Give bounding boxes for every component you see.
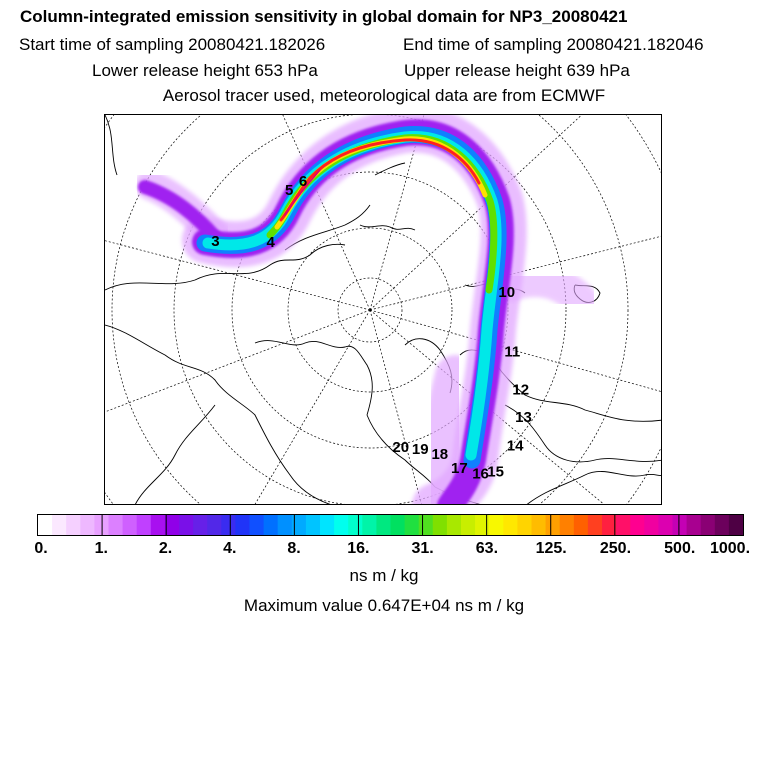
colorbar-segment xyxy=(151,515,166,535)
colorbar-segment xyxy=(517,515,532,535)
colorbar-tick-label: 2. xyxy=(158,540,173,557)
colorbar-segment xyxy=(532,515,547,535)
trajectory-label: 11 xyxy=(504,343,521,361)
colorbar-segment xyxy=(109,515,124,535)
colorbar-segment xyxy=(207,515,222,535)
colorbar-segment xyxy=(235,515,250,535)
colorbar-segment xyxy=(264,515,279,535)
colorbar-tick-label: 63. xyxy=(475,540,499,557)
colorbar-tick-label: 125. xyxy=(535,540,567,557)
colorbar-segment xyxy=(38,515,53,535)
colorbar xyxy=(37,514,744,536)
colorbar-segment xyxy=(306,515,321,535)
colorbar-tick-label: 0. xyxy=(34,540,48,557)
colorbar-segment xyxy=(461,515,476,535)
colorbar-segment xyxy=(348,515,363,535)
upper-release-height-label: Upper release height 639 hPa xyxy=(404,61,630,80)
polar-map xyxy=(105,115,662,505)
colorbar-segment xyxy=(447,515,462,535)
colorbar-segment xyxy=(405,515,420,535)
colorbar-tick-label: 31. xyxy=(411,540,434,557)
colorbar-tick-label: 1000. xyxy=(709,540,751,557)
tracer-info-line: Aerosol tracer used, meteorological data are from ECMWF xyxy=(162,86,606,105)
end-time-label: End time of sampling 20080421.182046 xyxy=(403,35,704,54)
colorbar-segment xyxy=(193,515,208,535)
colorbar-tick-label: 250. xyxy=(599,540,632,557)
maximum-value-label: Maximum value 0.647E+04 ns m / kg xyxy=(243,596,525,615)
trajectory-label: 20 xyxy=(392,439,410,457)
colorbar-tick-label: 4. xyxy=(223,540,237,557)
colorbar-segment xyxy=(546,515,561,535)
colorbar-segment xyxy=(658,515,673,535)
trajectory-label: 16 xyxy=(472,465,489,483)
colorbar-segment xyxy=(419,515,434,535)
colorbar-tick-label: 500. xyxy=(664,540,696,557)
map-panel xyxy=(104,114,662,505)
trajectory-label: 15 xyxy=(487,463,504,481)
colorbar-tick-label: 8. xyxy=(287,540,301,557)
trajectory-label: 4 xyxy=(266,234,275,252)
colorbar-segment xyxy=(433,515,448,535)
colorbar-segment xyxy=(616,515,631,535)
colorbar-segment xyxy=(250,515,265,535)
colorbar-segment xyxy=(701,515,716,535)
colorbar-tick-label: 1. xyxy=(94,540,108,557)
trajectory-label: 19 xyxy=(411,441,429,459)
lower-release-height-label: Lower release height 653 hPa xyxy=(92,61,318,80)
colorbar-segment xyxy=(574,515,589,535)
colorbar-unit-label: ns m / kg xyxy=(349,566,419,585)
colorbar-segment xyxy=(320,515,335,535)
colorbar-segment xyxy=(391,515,406,535)
colorbar-segment xyxy=(687,515,702,535)
colorbar-tick-label: 16. xyxy=(347,540,370,557)
colorbar-segment xyxy=(362,515,377,535)
trajectory-label: 14 xyxy=(506,437,524,455)
colorbar-segment xyxy=(729,515,744,535)
colorbar-segment xyxy=(673,515,688,535)
trajectory-label: 5 xyxy=(284,182,294,200)
figure-title: Column-integrated emission sensitivity in global domain for NP3_20080421 xyxy=(20,7,628,26)
trajectory-label: 3 xyxy=(211,233,220,251)
trajectory-label: 18 xyxy=(431,446,449,464)
colorbar-segment xyxy=(66,515,81,535)
colorbar-segment xyxy=(179,515,194,535)
colorbar-segment xyxy=(475,515,490,535)
colorbar-segment xyxy=(137,515,152,535)
start-time-label: Start time of sampling 20080421.182026 xyxy=(19,35,326,54)
colorbar-segment xyxy=(80,515,95,535)
colorbar-segment xyxy=(278,515,293,535)
trajectory-label: 17 xyxy=(450,459,468,477)
colorbar-segment xyxy=(52,515,67,535)
colorbar-segment xyxy=(630,515,645,535)
colorbar-segment xyxy=(644,515,659,535)
colorbar-segment xyxy=(560,515,575,535)
colorbar-segment xyxy=(376,515,391,535)
colorbar-segment xyxy=(334,515,349,535)
trajectory-label: 12 xyxy=(512,381,530,399)
colorbar-segment xyxy=(503,515,518,535)
colorbar-segment xyxy=(489,515,504,535)
trajectory-label: 10 xyxy=(498,283,516,301)
colorbar-segment xyxy=(715,515,730,535)
trajectory-label: 13 xyxy=(515,408,532,426)
colorbar-segment xyxy=(123,515,138,535)
colorbar-segment xyxy=(221,515,236,535)
trajectory-label: 6 xyxy=(298,173,308,191)
colorbar-segment xyxy=(588,515,603,535)
colorbar-segment xyxy=(165,515,180,535)
